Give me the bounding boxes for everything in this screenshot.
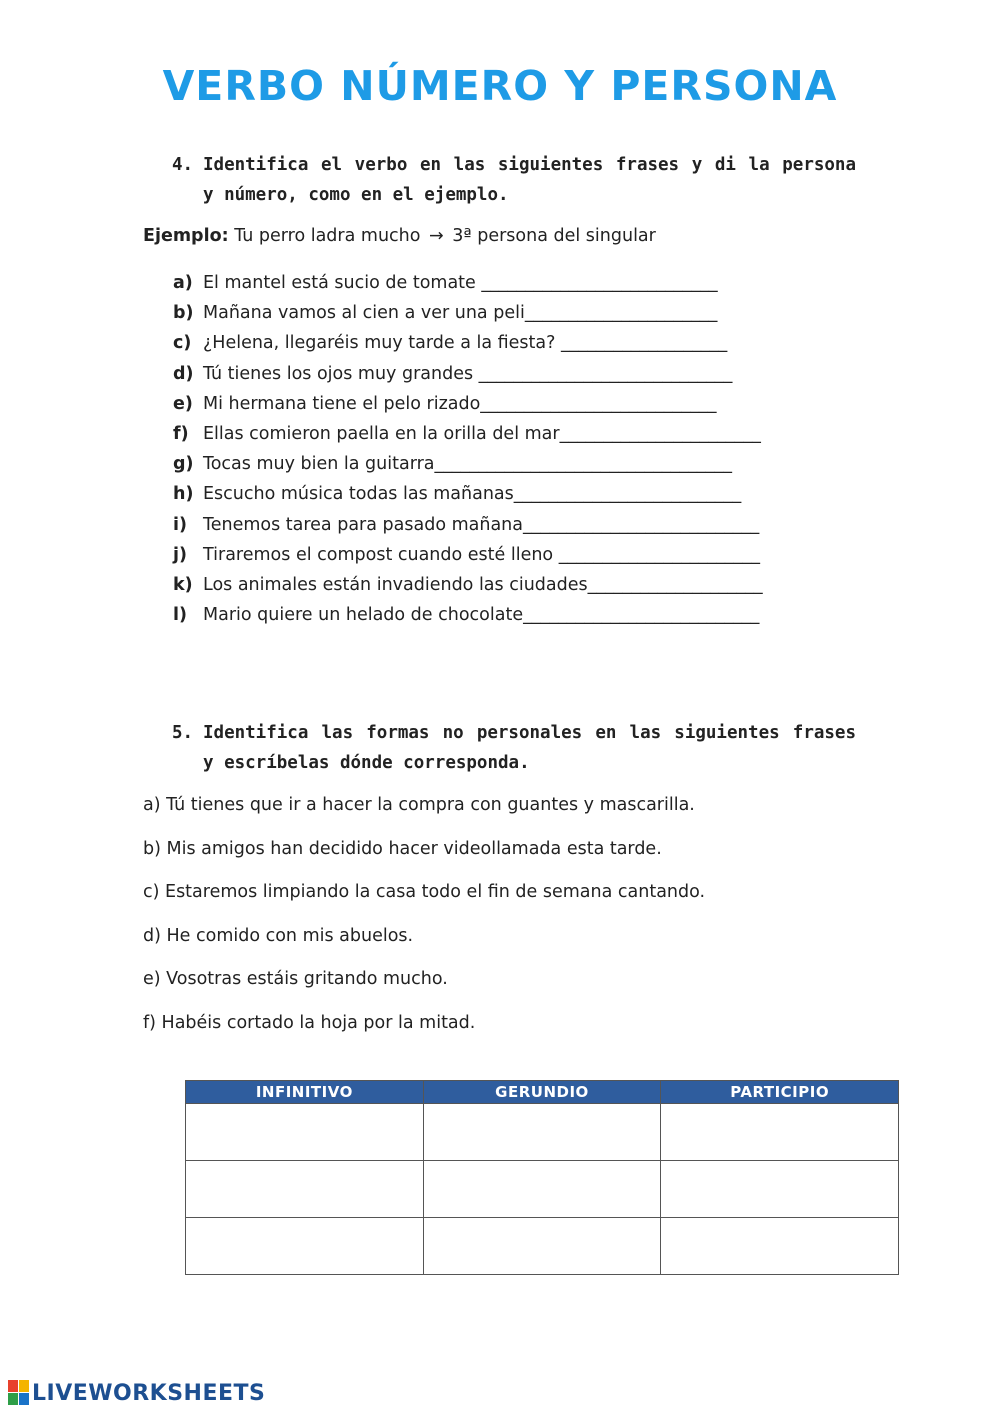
header-infinitivo: INFINITIVO bbox=[186, 1081, 424, 1104]
list-item bbox=[173, 449, 873, 479]
arrow-right-icon: → bbox=[429, 226, 444, 246]
item-letter: k) bbox=[173, 574, 193, 595]
answer-cell[interactable] bbox=[661, 1104, 899, 1161]
example-line bbox=[143, 226, 656, 246]
sentence-a: a) Tú tienes que ir a hacer la compra con guantes y mascarilla. bbox=[143, 795, 695, 815]
sentence-e: e) Vosotras estáis gritando mucho. bbox=[143, 969, 448, 989]
item-letter: g) bbox=[173, 454, 194, 475]
answer-cell[interactable] bbox=[661, 1161, 899, 1218]
list-item bbox=[173, 419, 873, 449]
item-sentence-with-blank[interactable]: Mi hermana tiene el pelo rizado___________________________ bbox=[203, 393, 717, 414]
question-text: Identifica las formas no personales en las siguientes frases y escríbelas dónde corresponda. bbox=[203, 723, 856, 773]
answer-cell[interactable] bbox=[423, 1104, 661, 1161]
item-sentence-with-blank[interactable]: Mario quiere un helado de chocolate___________________________ bbox=[203, 605, 760, 626]
table-row bbox=[186, 1218, 899, 1275]
sentence-b: b) Mis amigos han decidido hacer videollamada esta tarde. bbox=[143, 839, 662, 859]
sentence-c: c) Estaremos limpiando la casa todo el fin de semana cantando. bbox=[143, 882, 706, 902]
item-sentence-with-blank[interactable]: Los animales están invadiendo las ciudades____________________ bbox=[203, 574, 763, 595]
list-item bbox=[173, 479, 873, 509]
exercise-4-list bbox=[173, 268, 873, 630]
list-item bbox=[173, 359, 873, 389]
item-letter: j) bbox=[173, 544, 187, 565]
verb-forms-table bbox=[185, 1080, 899, 1275]
item-letter: i) bbox=[173, 514, 187, 535]
item-letter: l) bbox=[173, 605, 187, 626]
list-item bbox=[173, 328, 873, 358]
sentence-d: d) He comido con mis abuelos. bbox=[143, 926, 414, 946]
item-sentence-with-blank[interactable]: Tú tienes los ojos muy grandes _____________________________ bbox=[203, 363, 733, 384]
answer-cell[interactable] bbox=[186, 1218, 424, 1275]
answer-cell[interactable] bbox=[186, 1104, 424, 1161]
answer-cell[interactable] bbox=[186, 1161, 424, 1218]
answer-cell[interactable] bbox=[423, 1161, 661, 1218]
header-gerundio: GERUNDIO bbox=[423, 1081, 661, 1104]
item-sentence-with-blank[interactable]: Tocas muy bien la guitarra__________________________________ bbox=[203, 454, 732, 475]
list-item bbox=[173, 298, 873, 328]
question-text: Identifica el verbo en las siguientes frases y di la persona y número, como en el ejemplo. bbox=[203, 155, 856, 205]
item-letter: a) bbox=[173, 273, 193, 293]
item-sentence-with-blank[interactable]: ¿Helena, llegaréis muy tarde a la fiesta? ___________________ bbox=[203, 333, 728, 354]
item-sentence-with-blank[interactable]: El mantel está sucio de tomate ___________________________ bbox=[203, 273, 718, 293]
question-5-instruction bbox=[172, 718, 856, 778]
list-item bbox=[173, 570, 873, 600]
question-number: 5. bbox=[172, 723, 194, 743]
answer-cell[interactable] bbox=[423, 1218, 661, 1275]
list-item bbox=[173, 268, 873, 298]
question-4-instruction bbox=[172, 150, 856, 210]
sentence-f: f) Habéis cortado la hoja por la mitad. bbox=[143, 1013, 476, 1033]
list-item bbox=[173, 389, 873, 419]
item-sentence-with-blank[interactable]: Tenemos tarea para pasado mañana___________________________ bbox=[203, 514, 760, 535]
item-letter: f) bbox=[173, 423, 189, 444]
example-answer: 3ª persona del singular bbox=[452, 226, 656, 246]
table-row bbox=[186, 1161, 899, 1218]
list-item bbox=[173, 540, 873, 570]
header-participio: PARTICIPIO bbox=[661, 1081, 899, 1104]
liveworksheets-logo-icon bbox=[8, 1380, 30, 1406]
brand-name: LIVEWORKSHEETS bbox=[32, 1380, 266, 1406]
item-sentence-with-blank[interactable]: Escucho música todas las mañanas__________________________ bbox=[203, 484, 742, 505]
example-label: Ejemplo: bbox=[143, 226, 229, 246]
question-number: 4. bbox=[172, 155, 194, 175]
item-letter: b) bbox=[173, 303, 194, 324]
item-letter: h) bbox=[173, 484, 194, 505]
item-letter: d) bbox=[173, 363, 194, 384]
table-row bbox=[186, 1104, 899, 1161]
footer-brand bbox=[8, 1380, 265, 1406]
list-item bbox=[173, 510, 873, 540]
item-sentence-with-blank[interactable]: Mañana vamos al cien a ver una peli______________________ bbox=[203, 303, 718, 324]
page-title: VERBO NÚMERO Y PERSONA bbox=[162, 62, 838, 110]
answer-cell[interactable] bbox=[661, 1218, 899, 1275]
example-sentence: Tu perro ladra mucho bbox=[234, 226, 421, 246]
item-sentence-with-blank[interactable]: Ellas comieron paella en la orilla del mar_______________________ bbox=[203, 423, 761, 444]
item-letter: c) bbox=[173, 333, 192, 354]
item-sentence-with-blank[interactable]: Tiraremos el compost cuando esté lleno _______________________ bbox=[203, 544, 760, 565]
item-letter: e) bbox=[173, 393, 193, 414]
list-item bbox=[173, 600, 873, 630]
